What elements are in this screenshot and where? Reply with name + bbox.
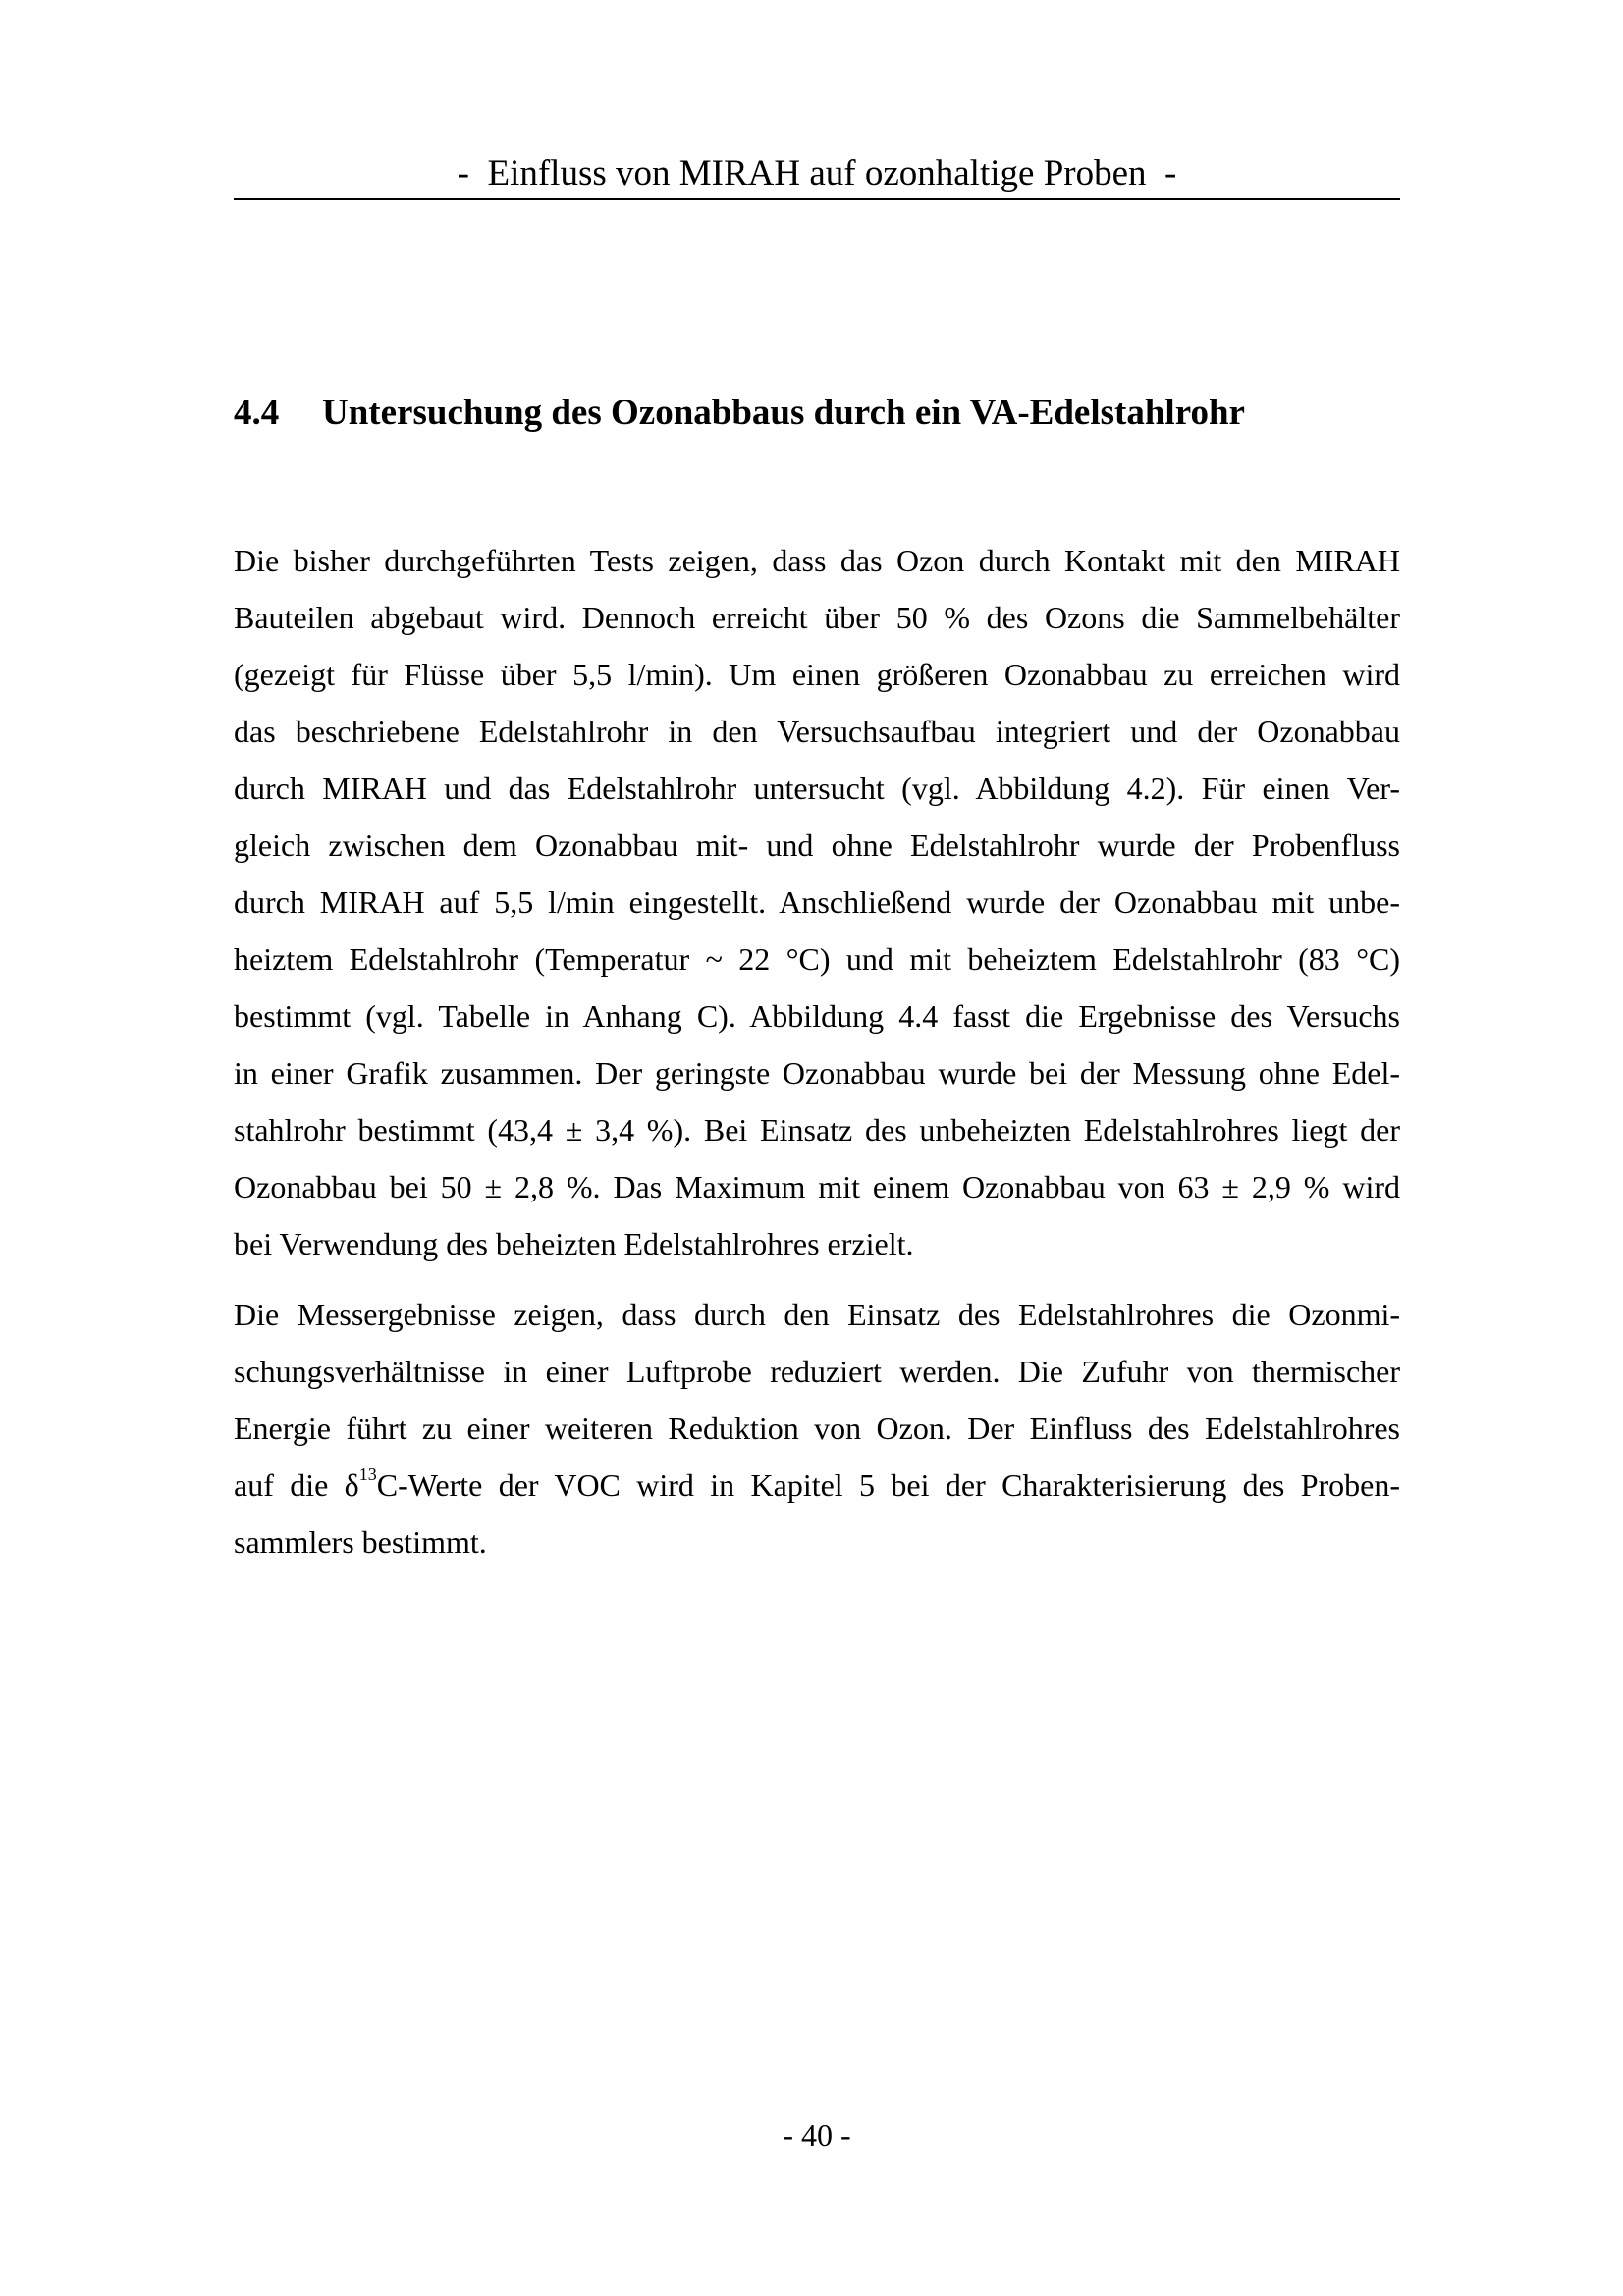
section-title: Untersuchung des Ozonabbaus durch ein VA-Edelstahlrohr xyxy=(322,393,1245,433)
text-line: Die bisher durchgeführten Tests zeigen, dass das Ozon durch Kontakt mit den MIRAH xyxy=(234,543,1400,578)
text-line: Ozonabbau bei 50 ± 2,8 %. Das Maximum mit einem Ozonabbau von 63 ± 2,9 % wird xyxy=(234,1169,1400,1204)
text-line: Bauteilen abgebaut wird. Dennoch erreicht über 50 % des Ozons die Sammelbehälter xyxy=(234,600,1400,635)
delta-prefix: auf die δ xyxy=(234,1468,359,1503)
text-line: sammlers bestimmt. xyxy=(234,1524,487,1560)
text-line: heiztem Edelstahlrohr (Temperatur ~ 22 °C) und mit beheiztem Edelstahlrohr (83 °C) xyxy=(234,941,1400,977)
header-rule xyxy=(234,198,1400,200)
paragraph-1 xyxy=(234,532,1400,1272)
text-line: das beschriebene Edelstahlrohr in den Versuchsaufbau integriert und der Ozonabbau xyxy=(234,714,1400,749)
text-line: schungsverhältnisse in einer Luftprobe reduziert werden. Die Zufuhr von thermischer xyxy=(234,1354,1400,1389)
page-number: - 40 - xyxy=(783,2117,851,2153)
text-line: bei Verwendung des beheizten Edelstahlrohres erzielt. xyxy=(234,1226,914,1261)
running-header: - Einfluss von MIRAH auf ozonhaltige Proben - xyxy=(457,153,1177,193)
text-line: bestimmt (vgl. Tabelle in Anhang C). Abbildung 4.4 fasst die Ergebnisse des Versuchs xyxy=(234,998,1400,1034)
text-line: in einer Grafik zusammen. Der geringste Ozonabbau wurde bei der Messung ohne Edel- xyxy=(234,1055,1400,1091)
isotope-superscript: 13 xyxy=(358,1465,377,1485)
text-line: Die Messergebnisse zeigen, dass durch den Einsatz des Edelstahlrohres die Ozonmi- xyxy=(234,1297,1400,1332)
text-line: durch MIRAH auf 5,5 l/min eingestellt. Anschließend wurde der Ozonabbau mit unbe- xyxy=(234,884,1400,920)
paragraph-gap xyxy=(234,1272,1400,1286)
text-line: (gezeigt für Flüsse über 5,5 l/min). Um einen größeren Ozonabbau zu erreichen wird xyxy=(234,657,1400,692)
paragraph-2 xyxy=(234,1286,1400,1571)
text-line: stahlrohr bestimmt (43,4 ± 3,4 %). Bei Einsatz des unbeheizten Edelstahlrohres liegt der xyxy=(234,1112,1400,1148)
section-heading xyxy=(234,391,1400,436)
section-number: 4.4 xyxy=(234,393,280,433)
body-text xyxy=(234,532,1400,1571)
text-line-delta xyxy=(234,1457,1400,1514)
text-line: Energie führt zu einer weiteren Reduktion von Ozon. Der Einfluss des Edelstahlrohres xyxy=(234,1411,1400,1446)
delta-suffix: C-Werte der VOC wird in Kapitel 5 bei der Charakterisierung des Proben- xyxy=(376,1468,1401,1503)
text-line: durch MIRAH und das Edelstahlrohr untersucht (vgl. Abbildung 4.2). Für einen Ver- xyxy=(234,771,1400,806)
text-line: gleich zwischen dem Ozonabbau mit- und ohne Edelstahlrohr wurde der Probenfluss xyxy=(234,828,1400,863)
